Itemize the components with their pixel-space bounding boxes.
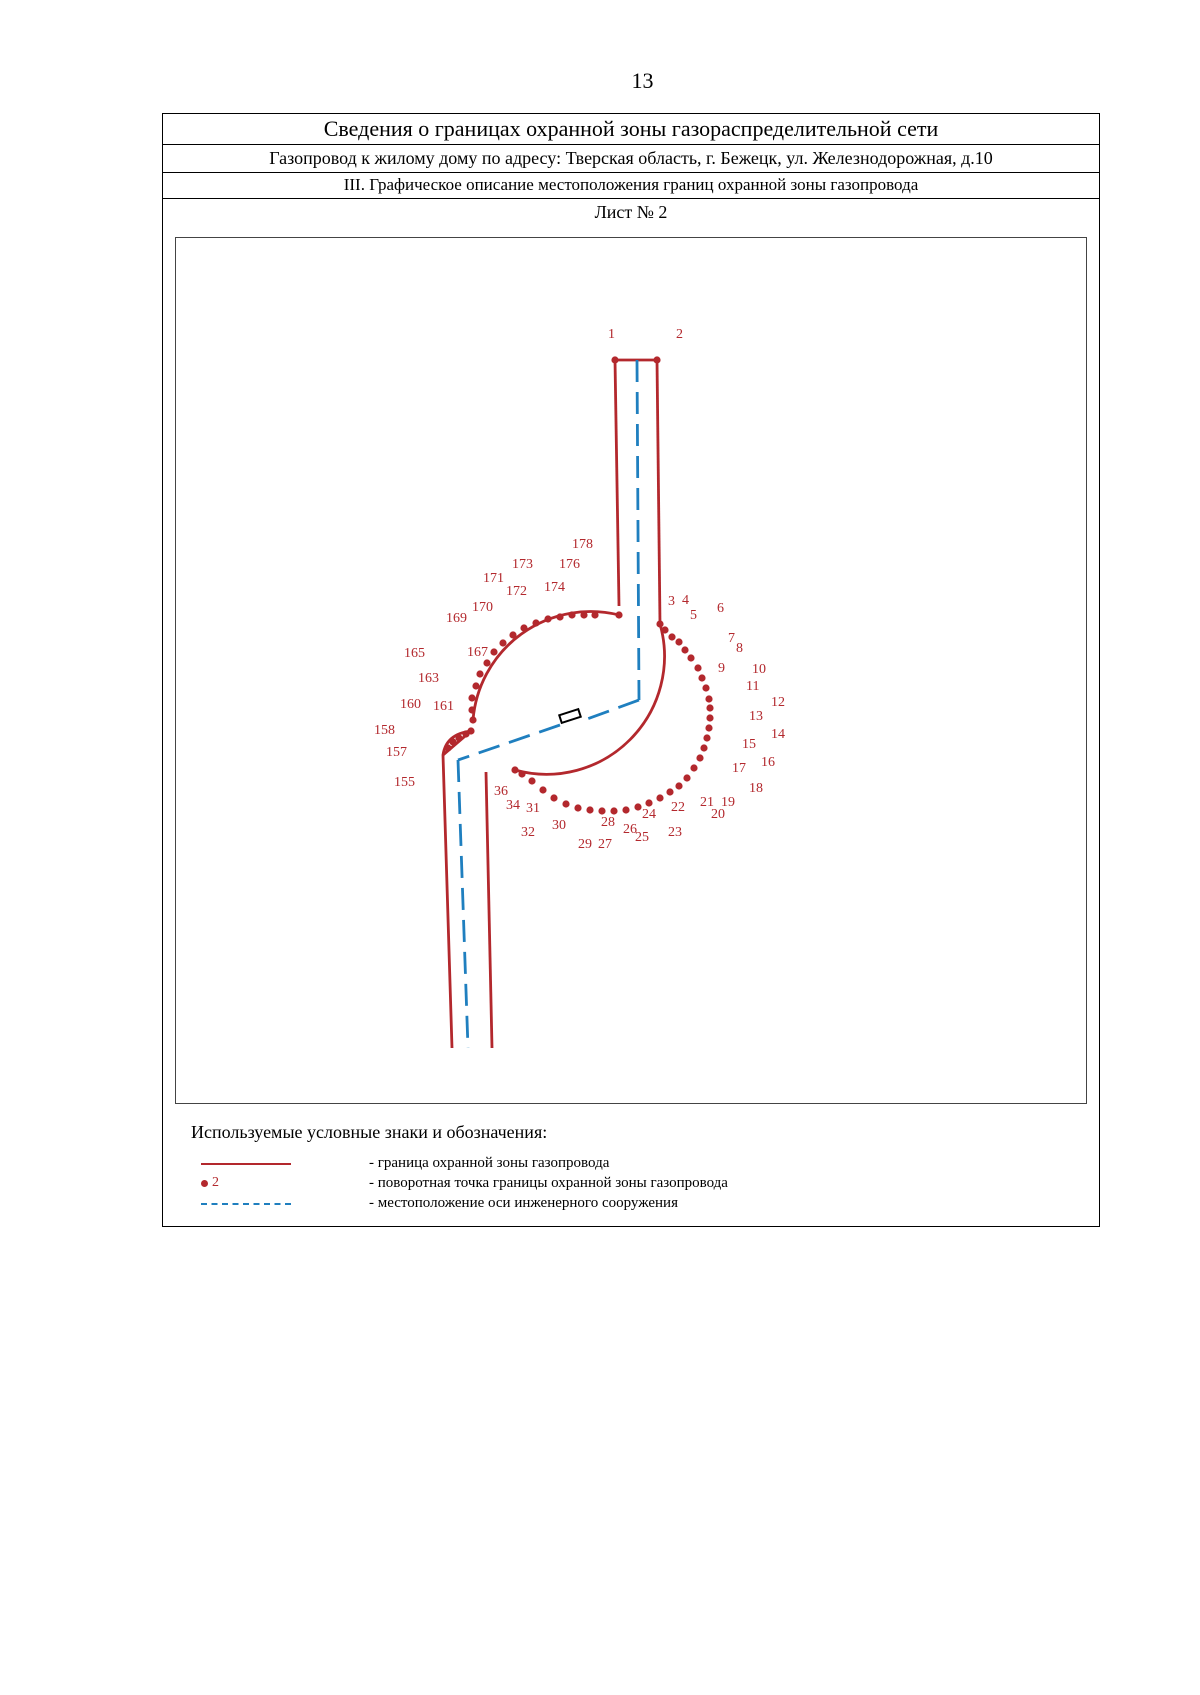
point-label-167: 167: [467, 645, 488, 660]
point-label-174: 174: [544, 580, 565, 595]
point-label-165: 165: [404, 646, 425, 661]
turning-point-23: [645, 799, 652, 806]
turning-point-6: [681, 646, 688, 653]
turning-point-56: [591, 611, 598, 618]
turning-point-10: [702, 684, 709, 691]
point-label-170: 170: [472, 600, 493, 615]
info-sheet: [162, 113, 1100, 1227]
legend-boundary: [191, 1154, 1071, 1174]
legend-turning-point-text: - поворотная точка границы охранной зоны газопровода: [369, 1175, 728, 1191]
point-label-178: 178: [572, 537, 593, 552]
point-label-169: 169: [446, 611, 467, 626]
axis-middle-segment: [579, 700, 639, 722]
legend-boundary-text: - граница охранной зоны газопровода: [369, 1155, 610, 1171]
turning-point-19: [683, 774, 690, 781]
boundary-top-left-edge: [615, 360, 619, 606]
legend-axis-text: - местоположение оси инженерного сооружения: [369, 1195, 678, 1211]
turning-point-47: [490, 648, 497, 655]
turning-point-48: [499, 639, 506, 646]
axis-line-symbol: [201, 1203, 291, 1205]
point-labels: [374, 327, 785, 852]
point-label-14: 14: [771, 727, 785, 742]
gas-fitting-marker: [559, 709, 580, 723]
point-label-6: 6: [717, 601, 724, 616]
point-label-13: 13: [749, 709, 763, 724]
turning-point-1: [653, 356, 660, 363]
point-label-20: 20: [711, 807, 725, 822]
point-label-16: 16: [761, 755, 775, 770]
turning-point-43: [468, 694, 475, 701]
turning-point-49: [509, 631, 516, 638]
turning-point-28: [586, 806, 593, 813]
point-label-24: 24: [642, 807, 656, 822]
turning-point-45: [476, 670, 483, 677]
point-label-10: 10: [752, 662, 766, 677]
point-label-25: 25: [635, 830, 649, 845]
boundary-left-bottom-edge: [486, 772, 492, 1048]
point-label-161: 161: [433, 699, 454, 714]
axis-bottom-segment: [458, 760, 468, 1048]
turning-point-25: [622, 806, 629, 813]
point-label-172: 172: [506, 584, 527, 599]
turning-point-18: [690, 764, 697, 771]
point-label-17: 17: [732, 761, 746, 776]
turning-point-0: [611, 356, 618, 363]
point-label-2: 2: [676, 327, 683, 342]
point-label-29: 29: [578, 837, 592, 852]
turning-point-24: [634, 803, 641, 810]
point-label-28: 28: [601, 815, 615, 830]
turning-point-35: [511, 766, 518, 773]
turning-point-16: [700, 744, 707, 751]
point-label-8: 8: [736, 641, 743, 656]
turning-point-8: [694, 664, 701, 671]
point-label-27: 27: [598, 837, 612, 852]
turning-point-26: [610, 807, 617, 814]
point-label-31: 31: [526, 801, 540, 816]
turning-point-37: [462, 730, 469, 737]
point-label-163: 163: [418, 671, 439, 686]
section-title: III. Графическое описание местоположения границ охранной зоны газопровода: [163, 172, 1099, 199]
turning-point-30: [562, 800, 569, 807]
point-label-160: 160: [400, 697, 421, 712]
turning-point-symbol: [201, 1180, 208, 1187]
legend-axis: [191, 1194, 1071, 1214]
turning-point-22: [656, 794, 663, 801]
turning-point-4: [668, 633, 675, 640]
boundary-top-right-edge: [657, 360, 660, 624]
page-number: 13: [631, 68, 654, 93]
point-label-9: 9: [718, 661, 725, 676]
turning-point-symbol-label: 2: [212, 1175, 219, 1190]
point-label-173: 173: [512, 557, 533, 572]
point-label-158: 158: [374, 723, 395, 738]
point-label-155: 155: [394, 775, 415, 790]
axis-top-segment: [637, 360, 639, 700]
map-frame: [175, 237, 1087, 1104]
turning-point-29: [574, 804, 581, 811]
point-label-5: 5: [690, 608, 697, 623]
boundary-circle-arc: [473, 612, 619, 720]
turning-point-32: [539, 786, 546, 793]
turning-point-27: [598, 807, 605, 814]
turning-point-51: [532, 619, 539, 626]
point-label-12: 12: [771, 695, 785, 710]
turning-point-3: [661, 626, 668, 633]
turning-point-40: [444, 744, 451, 751]
zone-map: [176, 238, 1087, 1104]
turning-point-39: [449, 738, 456, 745]
sheet-label: Лист № 2: [594, 202, 668, 222]
point-label-36: 36: [494, 784, 508, 799]
turning-point-42: [468, 706, 475, 713]
point-label-18: 18: [749, 781, 763, 796]
point-label-4: 4: [682, 593, 689, 608]
turning-point-41: [469, 716, 476, 723]
point-label-32: 32: [521, 825, 535, 840]
turning-point-13: [706, 714, 713, 721]
point-label-157: 157: [386, 745, 407, 760]
point-label-30: 30: [552, 818, 566, 833]
turning-point-52: [544, 615, 551, 622]
turning-point-14: [705, 724, 712, 731]
sheet-title: Сведения о границах охранной зоны газораспределительной сети: [163, 114, 1099, 145]
turning-point-31: [550, 794, 557, 801]
point-label-3: 3: [668, 594, 675, 609]
turning-point-55: [580, 611, 587, 618]
point-label-21: 21: [700, 795, 714, 810]
turning-point-34: [518, 770, 525, 777]
legend-heading: Используемые условные знаки и обозначения:: [191, 1122, 548, 1142]
boundary-circle-arc-right: [515, 624, 665, 774]
turning-point-50: [520, 624, 527, 631]
object-description: Газопровод к жилому дому по адресу: Тверская область, г. Бежецк, ул. Железнодорожная, д.10: [163, 144, 1099, 173]
point-label-23: 23: [668, 825, 682, 840]
turning-point-57: [615, 611, 622, 618]
point-label-7: 7: [728, 631, 735, 646]
point-label-1: 1: [608, 327, 615, 342]
turning-point-44: [472, 682, 479, 689]
point-label-176: 176: [559, 557, 580, 572]
legend-turning-point: [191, 1174, 1071, 1194]
turning-point-9: [698, 674, 705, 681]
point-label-15: 15: [742, 737, 756, 752]
turning-point-11: [705, 695, 712, 702]
point-label-171: 171: [483, 571, 504, 586]
point-label-26: 26: [623, 822, 637, 837]
turning-point-2: [656, 620, 663, 627]
turning-point-33: [528, 777, 535, 784]
turning-point-15: [703, 734, 710, 741]
turning-point-17: [696, 754, 703, 761]
point-label-11: 11: [746, 679, 760, 694]
turning-point-53: [556, 613, 563, 620]
pipeline-axis: [458, 360, 639, 1048]
turning-point-5: [675, 638, 682, 645]
turning-point-46: [483, 659, 490, 666]
turning-point-20: [675, 782, 682, 789]
point-label-34: 34: [506, 798, 520, 813]
turning-point-12: [706, 704, 713, 711]
turning-point-21: [666, 788, 673, 795]
turning-point-7: [687, 654, 694, 661]
point-label-22: 22: [671, 800, 685, 815]
point-label-19: 19: [721, 795, 735, 810]
turning-point-38: [455, 734, 462, 741]
turning-point-54: [568, 611, 575, 618]
boundary-line-symbol: [201, 1163, 291, 1165]
